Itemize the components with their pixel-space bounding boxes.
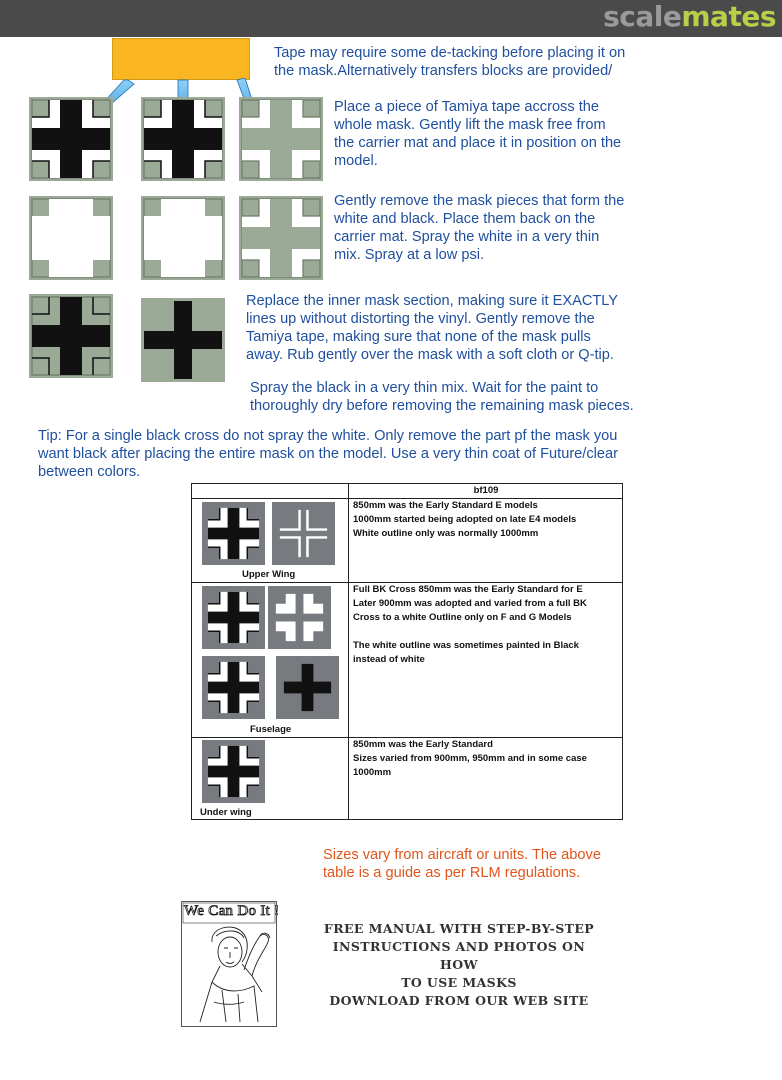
table-header: bf109 <box>473 485 499 496</box>
poster-illustration <box>182 902 276 1026</box>
tamiya-tape-illustration <box>112 38 250 80</box>
poster-title: We Can Do It ! <box>184 903 280 919</box>
row-text-upper-wing: 850mm was the Early Standard E models 1000mm started being adopted on late E4 models White outline only was normally 1000mm <box>353 500 577 539</box>
logo-text-part1: scale <box>603 0 682 33</box>
row-label-under-wing: Under wing <box>200 807 252 818</box>
instruction-tip: Tip: For a single black cross do not spray the white. Only remove the part pf the mask you want black after placing the entire mask on the model. Use a very thin coat of Future/clear between colors. <box>38 428 618 480</box>
mask-green-step2 <box>239 196 323 280</box>
instruction-tape: Tape may require some de-tacking before placing it on the mask.Alternatively transfers blocks are provided/ <box>274 45 626 79</box>
we-can-do-it-poster <box>181 901 280 1027</box>
mask-black-only-step4 <box>141 298 225 382</box>
mask-full-step1 <box>29 97 113 181</box>
instruction-step4: Spray the black in a very thin mix. Wait for the paint to thoroughly dry before removing the remaining mask pieces. <box>250 380 634 414</box>
mask-full-step1b <box>141 97 225 181</box>
instruction-step3: Replace the inner mask section, making sure it EXACTLY lines up without distorting the vinyl. Gently remove the Tamiya tape, making sure that none of the mask pulls away. Rub gently over the mask with a soft cloth or Q-tip. <box>246 293 619 363</box>
site-header <box>0 0 782 37</box>
mask-open-step2a <box>29 196 113 280</box>
mask-black-bracket-step3 <box>29 294 113 378</box>
free-manual-promo: FREE MANUAL WITH STEP-BY-STEP INSTRUCTIONS AND PHOTOS ON HOW TO USE MASKS DOWNLOAD FROM OUR WEB SITE <box>323 921 595 1008</box>
mask-green-step1 <box>239 97 323 181</box>
mask-open-step2b <box>141 196 225 280</box>
instruction-step1: Place a piece of Tamiya tape accross the whole mask. Gently lift the mask free from the carrier mat and place it in position on the model. <box>334 99 622 169</box>
instruction-step2: Gently remove the mask pieces that form the white and black. Place them back on the carrier mat. Spray the white in a very thin mix. Spray at a low psi. <box>334 193 625 263</box>
under-wing-full-cross <box>202 740 265 803</box>
row-text-fuselage: Full BK Cross 850mm was the Early Standard for E Later 900mm was adopted and varied from a full BK Cross to a white Outline only on F and G Models The white outline was sometimes painted in Black instead of white <box>353 584 587 665</box>
fuselage-full-cross-2 <box>202 656 265 719</box>
fuselage-full-cross <box>202 586 265 649</box>
upper-wing-outline-cross <box>272 502 335 565</box>
logo-text-part2: mates <box>681 0 776 33</box>
scalemates-logo[interactable] <box>603 1 776 33</box>
row-text-under-wing: 850mm was the Early Standard Sizes varied from 900mm, 950mm and in some case 1000mm <box>353 739 587 778</box>
bf109-marking-table <box>191 483 623 820</box>
row-label-fuselage: Fuselage <box>250 724 292 735</box>
sizes-note: Sizes vary from aircraft or units. The above table is a guide as per RLM regulations. <box>323 847 601 881</box>
fuselage-outline-cross <box>268 586 331 649</box>
fuselage-black-cross <box>276 656 339 719</box>
upper-wing-full-cross <box>202 502 265 565</box>
row-label-upper-wing: Upper Wing <box>242 569 296 580</box>
